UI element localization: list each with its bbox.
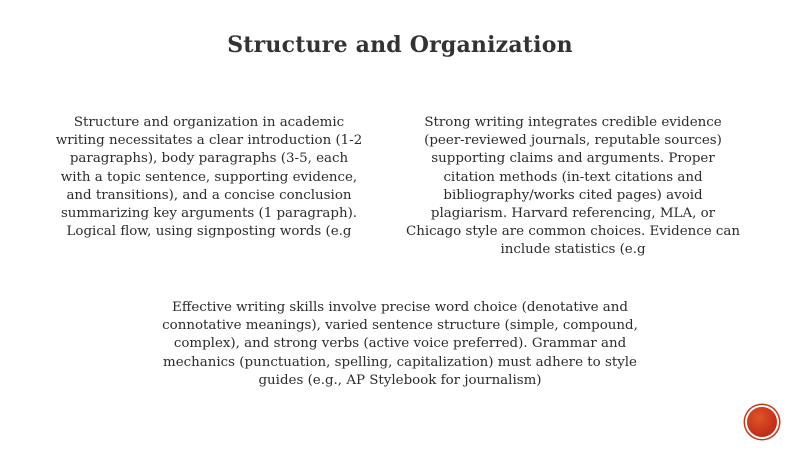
right-text-block: Strong writing integrates credible evidence (peer-reviewed journals, reputable sources) supporting claims and arguments. Proper citation methods (in-text citations and bibliography/works cited pages) avoid plagiarism. Harvard referencing, MLA, or Chicago style are common choices. Evidence can include statistics (e.g xyxy=(405,115,741,258)
bottom-text-block: Effective writing skills involve precise word choice (denotative and connotative meanings), varied sentence structure (simple, compound, complex), and strong verbs (active voice preferred). Grammar and mechanics (punctuation, spelling, capitalization) must adhere to style guides (e.g., AP Stylebook for journalism) xyxy=(162,300,638,388)
left-text-block: Structure and organization in academic writing necessitates a clear introduction (1-2 paragraphs), body paragraphs (3-5, each with a topic sentence, supporting evidence, and transitions), and a concise conclusion summarizing key arguments (1 paragraph). Logical flow, using signposting words (e.g xyxy=(55,115,363,240)
slide-title: Structure and Organization xyxy=(227,32,573,58)
red-circle-button-icon[interactable] xyxy=(747,407,777,437)
